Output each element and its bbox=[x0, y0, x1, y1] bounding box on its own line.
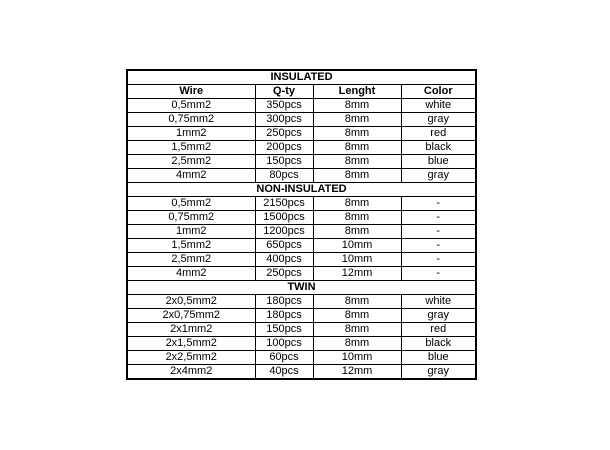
column-header-color: Color bbox=[401, 85, 476, 99]
cell-color: gray bbox=[401, 309, 476, 323]
cell-qty: 1200pcs bbox=[255, 225, 313, 239]
cell-color: black bbox=[401, 141, 476, 155]
table-row bbox=[127, 351, 476, 365]
section-header-row bbox=[127, 183, 476, 197]
cell-color: - bbox=[401, 253, 476, 267]
cell-qty: 40pcs bbox=[255, 365, 313, 380]
cell-wire: 2,5mm2 bbox=[127, 253, 255, 267]
cell-qty: 180pcs bbox=[255, 309, 313, 323]
column-header-qty: Q-ty bbox=[255, 85, 313, 99]
cell-color: - bbox=[401, 197, 476, 211]
cell-length: 8mm bbox=[313, 323, 401, 337]
cell-qty: 200pcs bbox=[255, 141, 313, 155]
cell-wire: 2x1,5mm2 bbox=[127, 337, 255, 351]
cell-color: gray bbox=[401, 169, 476, 183]
cell-length: 8mm bbox=[313, 225, 401, 239]
cell-wire: 1,5mm2 bbox=[127, 239, 255, 253]
cell-color: - bbox=[401, 211, 476, 225]
spec-table-container bbox=[126, 69, 475, 380]
cell-wire: 0,75mm2 bbox=[127, 113, 255, 127]
cell-wire: 4mm2 bbox=[127, 267, 255, 281]
cell-color: - bbox=[401, 267, 476, 281]
cell-qty: 1500pcs bbox=[255, 211, 313, 225]
cell-length: 8mm bbox=[313, 309, 401, 323]
wire-spec-table bbox=[126, 69, 477, 380]
cell-length: 8mm bbox=[313, 211, 401, 225]
cell-wire: 1mm2 bbox=[127, 127, 255, 141]
cell-length: 8mm bbox=[313, 99, 401, 113]
cell-length: 8mm bbox=[313, 169, 401, 183]
cell-wire: 2x0,75mm2 bbox=[127, 309, 255, 323]
column-header-row bbox=[127, 85, 476, 99]
cell-color: blue bbox=[401, 155, 476, 169]
cell-qty: 80pcs bbox=[255, 169, 313, 183]
cell-length: 8mm bbox=[313, 295, 401, 309]
cell-color: red bbox=[401, 127, 476, 141]
section-title: INSULATED bbox=[127, 70, 476, 85]
cell-qty: 650pcs bbox=[255, 239, 313, 253]
table-row bbox=[127, 295, 476, 309]
column-header-wire: Wire bbox=[127, 85, 255, 99]
table-row bbox=[127, 169, 476, 183]
cell-length: 8mm bbox=[313, 197, 401, 211]
cell-length: 8mm bbox=[313, 155, 401, 169]
cell-wire: 0,5mm2 bbox=[127, 99, 255, 113]
cell-qty: 150pcs bbox=[255, 155, 313, 169]
column-header-length: Lenght bbox=[313, 85, 401, 99]
cell-color: gray bbox=[401, 365, 476, 380]
cell-qty: 250pcs bbox=[255, 267, 313, 281]
section-header-row bbox=[127, 70, 476, 85]
cell-qty: 400pcs bbox=[255, 253, 313, 267]
table-row bbox=[127, 155, 476, 169]
cell-length: 12mm bbox=[313, 365, 401, 380]
section-title: TWIN bbox=[127, 281, 476, 295]
cell-qty: 250pcs bbox=[255, 127, 313, 141]
cell-color: white bbox=[401, 99, 476, 113]
table-row bbox=[127, 99, 476, 113]
section-header-row bbox=[127, 281, 476, 295]
cell-color: blue bbox=[401, 351, 476, 365]
cell-color: red bbox=[401, 323, 476, 337]
cell-qty: 150pcs bbox=[255, 323, 313, 337]
cell-wire: 0,5mm2 bbox=[127, 197, 255, 211]
cell-wire: 2x2,5mm2 bbox=[127, 351, 255, 365]
cell-qty: 180pcs bbox=[255, 295, 313, 309]
table-row bbox=[127, 197, 476, 211]
cell-wire: 1,5mm2 bbox=[127, 141, 255, 155]
table-row bbox=[127, 225, 476, 239]
cell-wire: 1mm2 bbox=[127, 225, 255, 239]
table-row bbox=[127, 239, 476, 253]
cell-qty: 60pcs bbox=[255, 351, 313, 365]
cell-qty: 2150pcs bbox=[255, 197, 313, 211]
table-body bbox=[127, 70, 476, 379]
cell-wire: 2x0,5mm2 bbox=[127, 295, 255, 309]
section-title: NON-INSULATED bbox=[127, 183, 476, 197]
cell-wire: 2x1mm2 bbox=[127, 323, 255, 337]
cell-length: 8mm bbox=[313, 141, 401, 155]
cell-length: 8mm bbox=[313, 113, 401, 127]
cell-wire: 0,75mm2 bbox=[127, 211, 255, 225]
cell-length: 8mm bbox=[313, 127, 401, 141]
table-row bbox=[127, 267, 476, 281]
cell-length: 10mm bbox=[313, 253, 401, 267]
table-row bbox=[127, 309, 476, 323]
cell-length: 8mm bbox=[313, 337, 401, 351]
cell-wire: 4mm2 bbox=[127, 169, 255, 183]
cell-color: gray bbox=[401, 113, 476, 127]
table-row bbox=[127, 253, 476, 267]
cell-wire: 2,5mm2 bbox=[127, 155, 255, 169]
table-row bbox=[127, 113, 476, 127]
cell-color: - bbox=[401, 239, 476, 253]
table-row bbox=[127, 337, 476, 351]
table-row bbox=[127, 211, 476, 225]
table-row bbox=[127, 127, 476, 141]
cell-length: 12mm bbox=[313, 267, 401, 281]
cell-wire: 2x4mm2 bbox=[127, 365, 255, 380]
cell-length: 10mm bbox=[313, 351, 401, 365]
table-row bbox=[127, 141, 476, 155]
cell-color: white bbox=[401, 295, 476, 309]
cell-color: black bbox=[401, 337, 476, 351]
table-row bbox=[127, 365, 476, 380]
cell-length: 10mm bbox=[313, 239, 401, 253]
table-row bbox=[127, 323, 476, 337]
cell-qty: 350pcs bbox=[255, 99, 313, 113]
cell-qty: 300pcs bbox=[255, 113, 313, 127]
cell-color: - bbox=[401, 225, 476, 239]
cell-qty: 100pcs bbox=[255, 337, 313, 351]
